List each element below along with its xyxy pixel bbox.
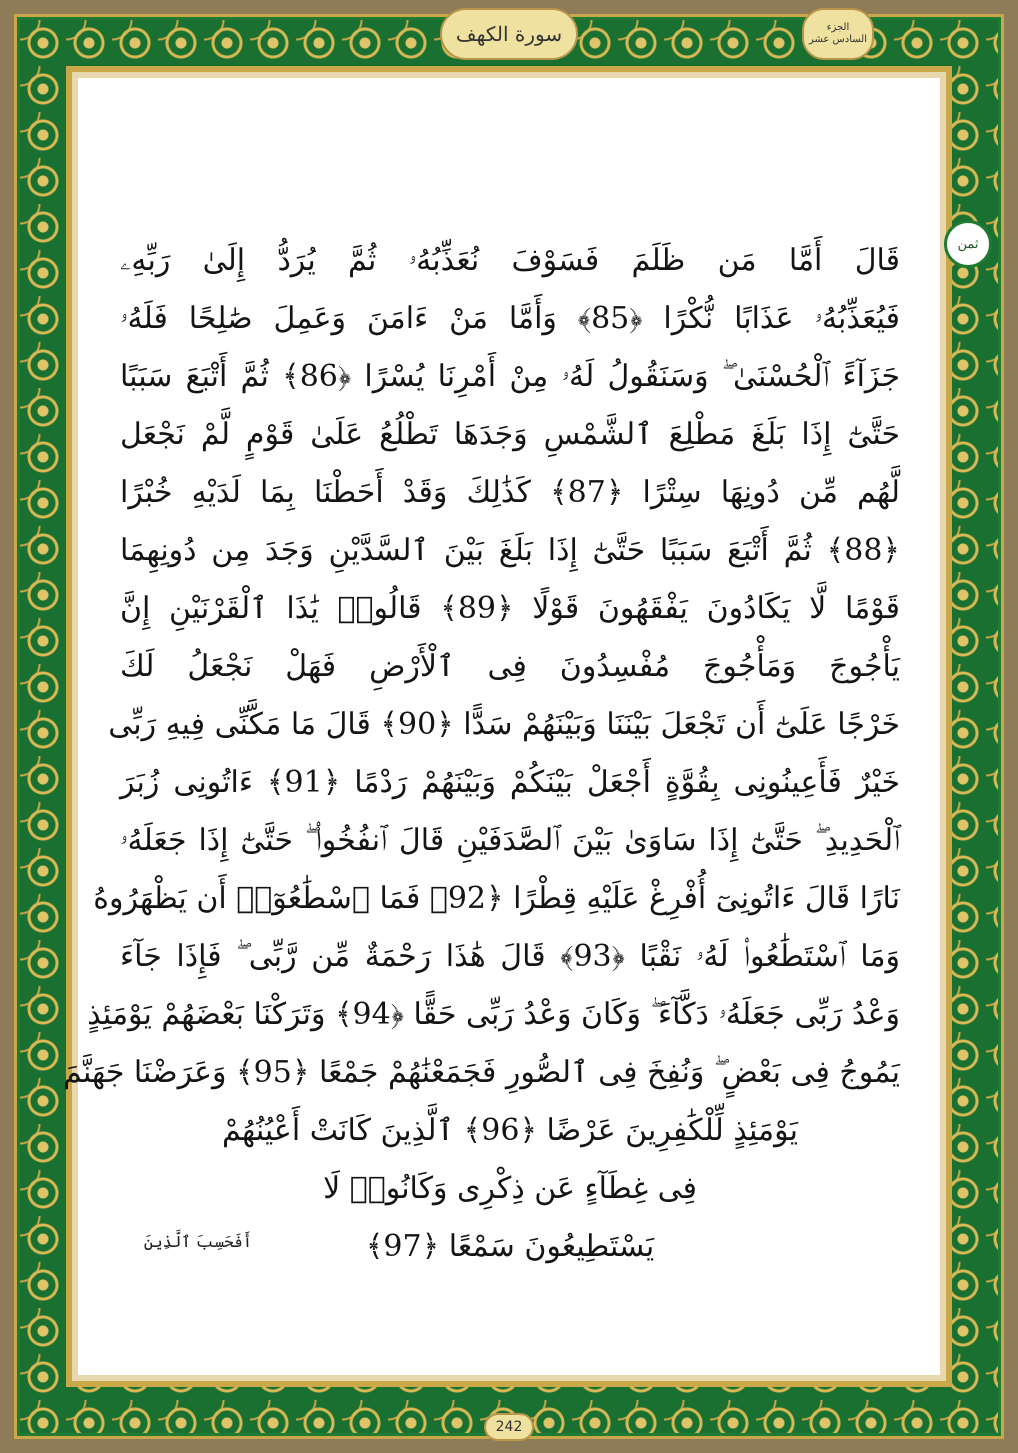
- juz-number: السادس عشر: [808, 34, 868, 45]
- text-line-11: ٱلْحَدِيدِ ۖ حَتَّىٰٓ إِذَا سَاوَىٰ بَيْنَ ٱلصَّدَفَيْنِ قَالَ ٱنفُخُوا۟ ۖ حَتَّىٰٓ إِذَا جَعَلَهُۥ: [120, 823, 900, 858]
- hizb-quarter-marker: [944, 220, 992, 268]
- text-line-16: يَوْمَئِذٍ لِّلْكَٰفِرِينَ عَرْضًا ﴿96﴾ ٱلَّذِينَ كَانَتْ أَعْيُنُهُمْ: [222, 1113, 798, 1148]
- text-line-4: حَتَّىٰٓ إِذَا بَلَغَ مَطْلِعَ ٱلشَّمْسِ وَجَدَهَا تَطْلُعُ عَلَىٰ قَوْمٍ لَّمْ نَجْعَل: [120, 417, 900, 452]
- text-line-15: يَمُوجُ فِى بَعْضٍ ۖ وَنُفِخَ فِى ٱلصُّورِ فَجَمَعْنَٰهُمْ جَمْعًا ﴿95﴾ وَعَرَضْنَا جَهَنَّمَ: [62, 1055, 900, 1090]
- text-line-1: قَالَ أَمَّا مَن ظَلَمَ فَسَوْفَ نُعَذِّبُهُۥ ثُمَّ يُرَدُّ إِلَىٰ رَبِّهِۦ: [120, 243, 900, 278]
- text-line-12: نَارًا قَالَ ءَاتُونِىٓ أُفْرِغْ عَلَيْهِ قِطْرًا ﴿92﴾ فَمَا ٱسْطَٰعُوٓا۟ أَن يَظْهَرُوهُ: [93, 881, 900, 916]
- text-line-9: خَرْجًا عَلَىٰٓ أَن تَجْعَلَ بَيْنَنَا وَبَيْنَهُمْ سَدًّا ﴿90﴾ قَالَ مَا مَكَّنِّى فِيهِ رَبِّى: [108, 707, 900, 742]
- text-line-2: فَيُعَذِّبُهُۥ عَذَابًا نُّكْرًا ﴿85﴾ وَأَمَّا مَنْ ءَامَنَ وَعَمِلَ صَٰلِحًا فَلَهُۥ: [120, 301, 900, 336]
- page-number: 242: [495, 1419, 523, 1435]
- verse-lines: [62, 232, 900, 1276]
- text-line-18: يَسْتَطِيعُونَ سَمْعًا ﴿97﴾: [365, 1229, 655, 1264]
- text-line-6: ﴿88﴾ ثُمَّ أَتْبَعَ سَبَبًا حَتَّىٰٓ إِذَا بَلَغَ بَيْنَ ٱلسَّدَّيْنِ وَجَدَ مِن دُونِهِمَا: [120, 533, 900, 568]
- juz-label: الجزء: [826, 22, 850, 33]
- text-line-10: خَيْرٌ فَأَعِينُونِى بِقُوَّةٍ أَجْعَلْ بَيْنَكُمْ وَبَيْنَهُمْ رَدْمًا ﴿91﴾ ءَاتُونِى زُبَرَ: [120, 765, 900, 800]
- text-line-7: قَوْمًا لَّا يَكَادُونَ يَفْقَهُونَ قَوْلًا ﴿89﴾ قَالُوا۟ يَٰذَا ٱلْقَرْنَيْنِ إِنَّ: [120, 591, 900, 626]
- catchword: أَفَحَسِبَ ٱلَّذِينَ: [143, 1232, 253, 1251]
- text-line-17: فِى غِطَآءٍ عَن ذِكْرِى وَكَانُوا۟ لَا: [323, 1171, 697, 1206]
- surah-name-badge: [440, 8, 578, 60]
- juz-badge: [802, 8, 874, 60]
- surah-name: سورة الكهف: [455, 22, 563, 46]
- text-line-3: جَزَآءً ٱلْحُسْنَىٰ ۖ وَسَنَقُولُ لَهُۥ مِنْ أَمْرِنَا يُسْرًا ﴿86﴾ ثُمَّ أَتْبَعَ سَبَبًا: [120, 359, 900, 394]
- page-number-badge: [484, 1413, 534, 1441]
- text-line-14: وَعْدُ رَبِّى جَعَلَهُۥ دَكَّآءَ ۖ وَكَانَ وَعْدُ رَبِّى حَقًّا ﴿94﴾ وَتَرَكْنَا بَعْضَهُمْ يَوْمَئِذٍ: [87, 997, 900, 1032]
- text-line-13: وَمَا ٱسْتَطَٰعُوا۟ لَهُۥ نَقْبًا ﴿93﴾ قَالَ هَٰذَا رَحْمَةٌ مِّن رَّبِّى ۖ فَإِذَا جَآءَ: [120, 939, 900, 974]
- hizb-marker-label: ثمن: [957, 236, 979, 252]
- text-line-8: يَأْجُوجَ وَمَأْجُوجَ مُفْسِدُونَ فِى ٱلْأَرْضِ فَهَلْ نَجْعَلُ لَكَ: [120, 649, 900, 684]
- text-line-5: لَّهُم مِّن دُونِهَا سِتْرًا ﴿87﴾ كَذَٰلِكَ وَقَدْ أَحَطْنَا بِمَا لَدَيْهِ خُبْرًا: [120, 475, 900, 510]
